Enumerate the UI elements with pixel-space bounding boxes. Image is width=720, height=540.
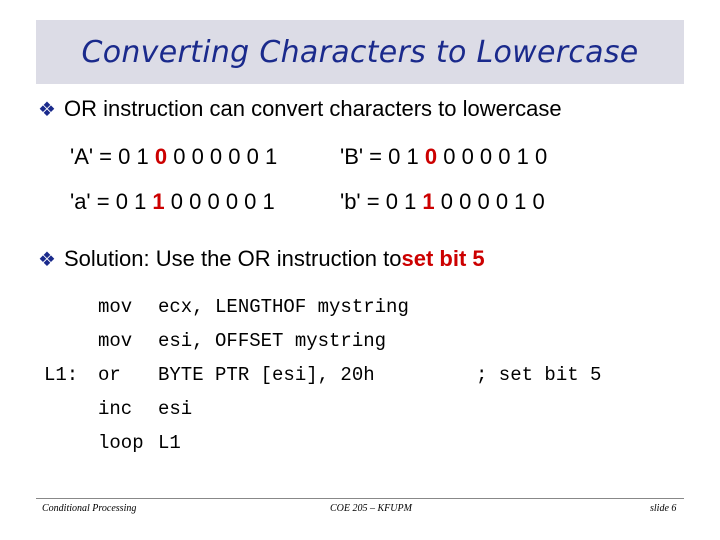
diamond-bullet-icon: ❖ xyxy=(38,248,56,271)
bits-prefix: 0 1 xyxy=(385,189,423,214)
diamond-bullet-icon: ❖ xyxy=(38,98,56,121)
bits-suffix: 0 0 0 0 0 1 xyxy=(167,144,278,169)
footer-center: COE 205 – KFUPM xyxy=(330,503,412,514)
bullet-text: Solution: Use the OR instruction to xyxy=(64,246,402,271)
bit-5-value: 0 xyxy=(154,144,168,169)
bits-suffix: 0 0 0 0 1 0 xyxy=(434,189,545,214)
bits-prefix: 0 1 xyxy=(115,189,153,214)
title-banner xyxy=(36,20,684,84)
footer-left: Conditional Processing xyxy=(42,503,137,514)
bit-5-value: 1 xyxy=(152,189,165,214)
bits-a xyxy=(70,189,275,215)
bits-prefix: 0 1 xyxy=(118,144,155,169)
footer-divider xyxy=(36,498,684,499)
bits-A xyxy=(70,144,277,170)
bit-5-value: 0 xyxy=(424,144,438,169)
bits-label: 'b' = xyxy=(340,189,386,214)
code-operand: esi, OFFSET mystring xyxy=(158,330,387,352)
code-op: inc xyxy=(98,398,133,420)
code-operand: L1 xyxy=(158,432,181,454)
code-comment: ; set bit 5 xyxy=(476,364,602,386)
code-op: or xyxy=(98,364,121,386)
bits-label: 'A' = xyxy=(70,144,119,169)
code-operand: ecx, LENGTHOF mystring xyxy=(158,296,409,318)
bit-5-value: 1 xyxy=(422,189,435,214)
bullet-highlight: set bit 5 xyxy=(401,246,485,271)
code-op: mov xyxy=(98,330,133,352)
code-operand: BYTE PTR [esi], 20h xyxy=(158,364,375,386)
bullet-or-instruction xyxy=(38,96,562,122)
slide-title: Converting Characters to Lowercase xyxy=(81,34,639,70)
bits-b xyxy=(340,189,545,215)
bits-suffix: 0 0 0 0 1 0 xyxy=(437,144,548,169)
bits-label: 'a' = xyxy=(70,189,116,214)
footer-right: slide 6 xyxy=(650,503,677,514)
code-op: mov xyxy=(98,296,133,318)
code-op: loop xyxy=(98,432,144,454)
bits-label: 'B' = xyxy=(340,144,389,169)
bullet-solution xyxy=(38,246,485,272)
bits-B xyxy=(340,144,547,170)
bits-suffix: 0 0 0 0 0 1 xyxy=(164,189,275,214)
code-operand: esi xyxy=(158,398,193,420)
bullet-text: OR instruction can convert characters to lowercase xyxy=(64,96,562,121)
bits-prefix: 0 1 xyxy=(388,144,425,169)
code-label: L1: xyxy=(44,364,79,386)
